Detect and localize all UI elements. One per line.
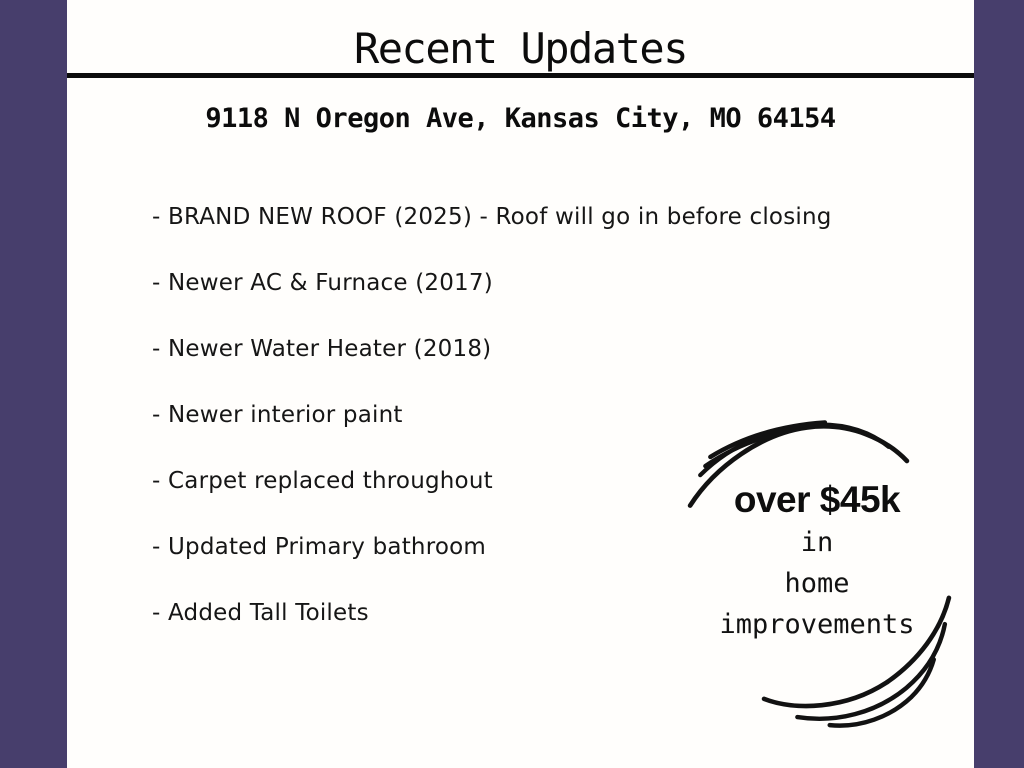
list-item: - Newer interior paint — [152, 402, 403, 428]
callout-line-improvements: improvements — [719, 609, 915, 640]
callout-line-in: in — [800, 527, 834, 558]
slide-panel — [67, 0, 974, 768]
list-item: - Carpet replaced throughout — [152, 468, 493, 494]
property-address: 9118 N Oregon Ave, Kansas City, MO 64154 — [205, 103, 836, 134]
list-item: - Newer Water Heater (2018) — [152, 336, 492, 362]
page-title: Recent Updates — [353, 24, 687, 73]
list-item: - Updated Primary bathroom — [152, 534, 486, 560]
callout-line-home: home — [784, 568, 850, 599]
title-divider — [67, 73, 974, 78]
highlight-callout — [667, 410, 967, 740]
swoosh-arc-bottom-icon — [757, 589, 959, 732]
list-item: - Newer AC & Furnace (2017) — [152, 270, 493, 296]
list-item: - Added Tall Toilets — [152, 600, 369, 626]
list-item: - BRAND NEW ROOF (2025) - Roof will go in before closing — [152, 204, 832, 230]
highlight-amount: over $45k — [733, 479, 901, 520]
